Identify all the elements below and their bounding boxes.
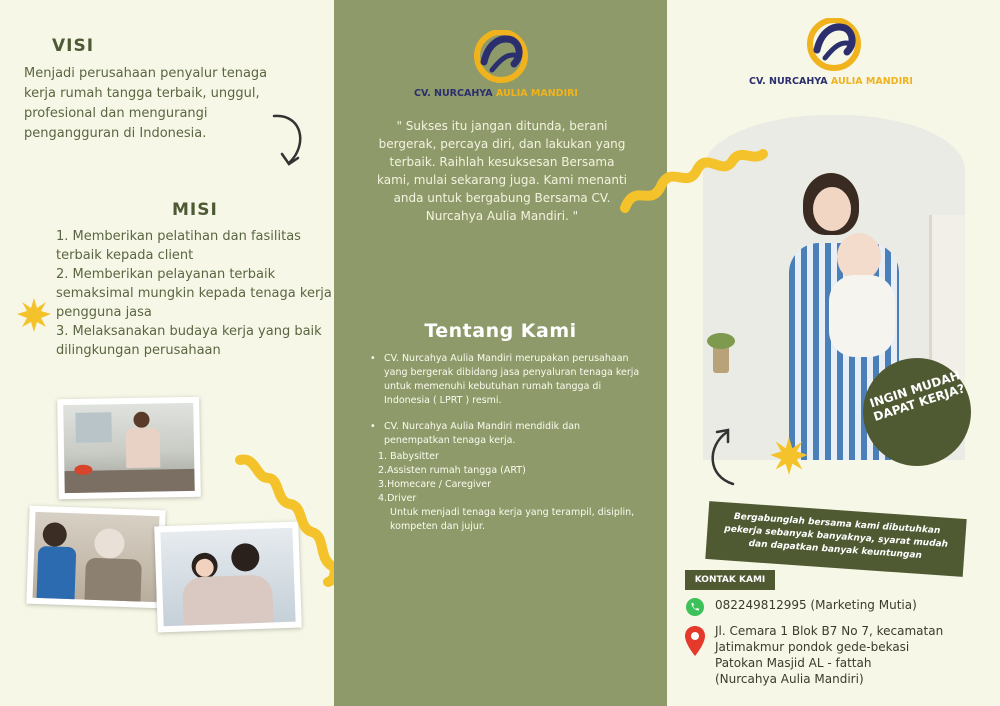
promo-circle: [863, 358, 971, 466]
contact-label: KONTAK KAMI: [685, 570, 775, 590]
logo-text-part2: AULIA MANDIRI: [830, 76, 913, 87]
sun-star-icon: [16, 297, 52, 333]
mother-face: [813, 187, 851, 231]
motivational-quote: " Sukses itu jangan ditunda, berani bergerak, percaya diri, dan lakukan yang terbaik. Raihlah kesuksesan Bersama kami, mulai sekarang juga. Kami menanti anda untuk bergabung Bersama CV. Nurcahya Aulia Mandiri. ": [377, 119, 627, 223]
baby-body: [829, 275, 895, 357]
misi-item: 2. Memberikan pelayanan terbaik semaksimal mungkin kepada tenaga kerja pengguna jasa: [56, 267, 332, 320]
panel-middle: [334, 0, 667, 706]
promo-banner: [705, 501, 966, 577]
contact-address: [715, 623, 955, 687]
promo-banner-text: Bergabunglah bersama kami dibutuhkan pekerja sebanyak banyaknya, syarat mudah dan dapatkan banyak keuntungan: [723, 511, 949, 562]
whatsapp-icon: [685, 597, 705, 617]
logo-text-part2: AULIA MANDIRI: [495, 88, 578, 99]
address-line: Jatimakmur pondok gede-bekasi: [715, 640, 910, 654]
service-item: 1. Babysitter: [378, 451, 439, 462]
misi-item: 1. Memberikan pelatihan dan fasilitas terbaik kepada client: [56, 229, 301, 263]
promo-circle-text: INGIN MUDAH DAPAT KERJA?: [867, 368, 967, 425]
visi-text: Menjadi perusahaan penyalur tenaga kerja rumah tangga terbaik, unggul, profesional dan mengurangi pengangguran di Indonesia.: [24, 66, 268, 141]
squiggle-decoration: [617, 142, 817, 222]
about-section: [366, 352, 646, 534]
photo-caregiver: [26, 506, 165, 609]
logo-text: [414, 88, 578, 99]
misi-item: 3. Melaksanakan budaya kerja yang baik dilingkungan perusahaan: [56, 324, 322, 358]
visi-heading: VISI: [52, 36, 95, 56]
photo-cooking: [57, 397, 201, 499]
panel-left: [0, 0, 334, 706]
contact-phone: 082249812995 (Marketing Mutia): [715, 598, 917, 612]
address-line: (Nurcahya Aulia Mandiri): [715, 672, 864, 686]
squiggle-decoration: [232, 450, 342, 590]
logo-text: [749, 76, 913, 87]
curved-arrow-icon: [268, 110, 312, 172]
company-logo-icon: [470, 30, 532, 86]
service-item: 2.Assisten rumah tangga (ART): [378, 465, 526, 476]
logo-text-part1: CV. NURCAHYA: [749, 76, 828, 87]
misi-heading: MISI: [172, 200, 218, 220]
address-line: Patokan Masjid AL - fattah: [715, 656, 872, 670]
photo-caregiver-image: [33, 512, 160, 602]
address-line: Jl. Cemara 1 Blok B7 No 7, kecamatan: [715, 624, 944, 638]
logo-text-part1: CV. NURCAHYA: [414, 88, 493, 99]
about-heading: Tentang Kami: [424, 320, 577, 342]
photo-cooking-image: [63, 403, 195, 493]
curved-arrow-icon: [703, 424, 743, 490]
panel-right: [667, 0, 1000, 706]
baby-head: [837, 233, 881, 281]
location-pin-icon: [683, 624, 707, 658]
service-item: 3.Homecare / Caregiver: [378, 479, 491, 490]
about-paragraph-2: • CV. Nurcahya Aulia Mandiri mendidik dan penempatkan tenaga kerja.: [366, 420, 646, 448]
about-tail: Untuk menjadi tenaga kerja yang terampil, disiplin, kompeten dan jujur.: [390, 507, 635, 532]
misi-list: [56, 227, 336, 360]
window-shutter: [929, 215, 965, 385]
plant: [707, 333, 735, 349]
sun-star-icon: [769, 436, 809, 476]
company-logo-icon: [803, 18, 865, 74]
about-paragraph-1: • CV. Nurcahya Aulia Mandiri merupakan perusahaan yang bergerak dibidang jasa penyaluran tenaga kerja untuk memenuhi kebutuhan rumah tangga di Indonesia ( LPRT ) resmi.: [366, 352, 646, 408]
service-item: 4.Driver: [378, 493, 417, 504]
services-list: [366, 450, 646, 506]
